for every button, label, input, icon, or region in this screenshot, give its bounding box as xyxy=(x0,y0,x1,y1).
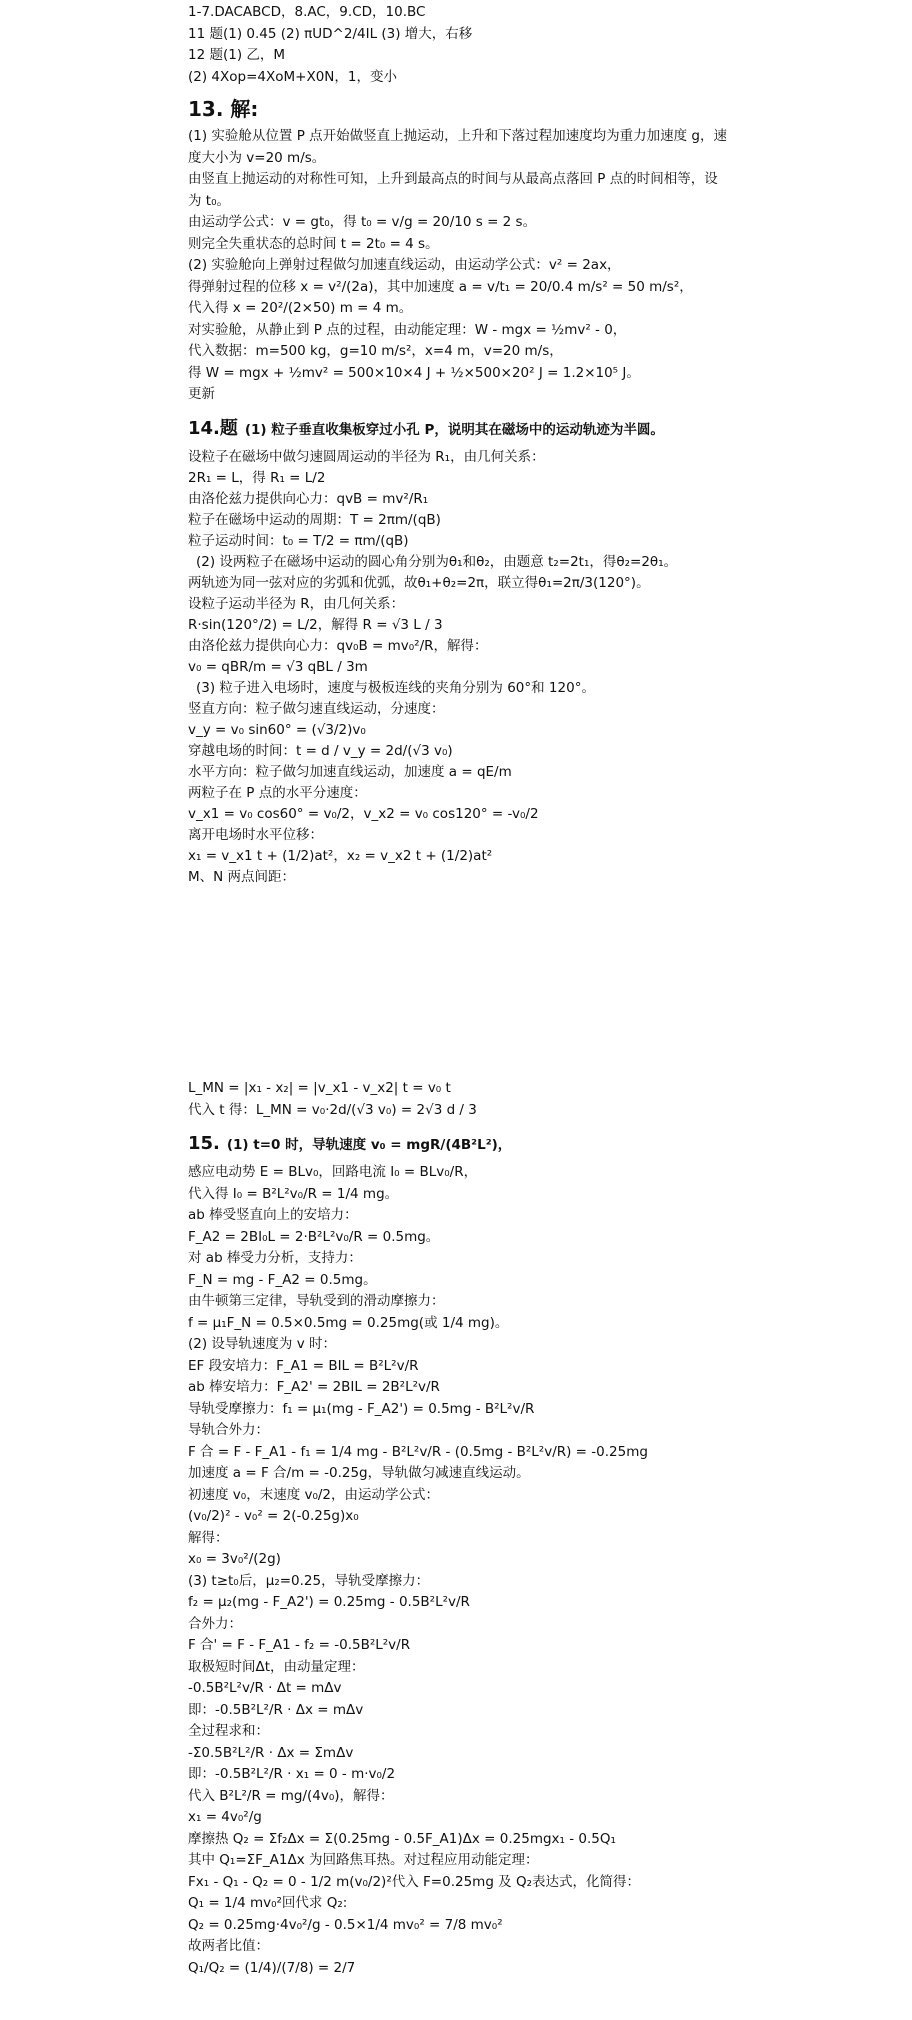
solution-line: 故两者比值： xyxy=(188,1938,269,1954)
solution-line: 对 ab 棒受力分析，支持力： xyxy=(188,1250,362,1266)
objective-answers xyxy=(188,2,762,88)
solution-line: v₀ = qBR/m = √3 qBL / 3m xyxy=(188,658,368,675)
solution-line: v_x1 = v₀ cos60° = v₀/2，v_x2 = v₀ cos120° = -v₀/2 xyxy=(188,805,539,822)
solution-line: 加速度 a = F 合/m = -0.25g，导轨做匀减速直线运动。 xyxy=(188,1465,530,1481)
q15-number: 15. xyxy=(188,1133,220,1154)
solution-line: 代入 t 得：L_MN = v₀·2d/(√3 v₀) = 2√3 d / 3 xyxy=(188,1101,477,1118)
solution-line: 2R₁ = L，得 R₁ = L/2 xyxy=(188,469,326,486)
solution-line: 由牛顿第三定律，导轨受到的滑动摩擦力： xyxy=(188,1293,445,1309)
solution-line: 由竖直上抛运动的对称性可知，上升到最高点的时间与从最高点落回 P 点的时间相等，设 xyxy=(188,171,718,187)
solution-line: ab 棒受竖直向上的安培力： xyxy=(188,1207,358,1223)
solution-line: ab 棒安培力：F_A2' = 2BIL = 2B²L²v/R xyxy=(188,1379,440,1395)
solution-line: 更新 xyxy=(188,386,215,402)
solution-line: 竖直方向：粒子做匀速直线运动，分速度： xyxy=(188,700,445,717)
solution-line: x₀ = 3v₀²/(2g) xyxy=(188,1551,281,1567)
solution-line: 取极短时间Δt，由动量定理： xyxy=(188,1658,365,1675)
solution-line: (2) 实验舱向上弹射过程做匀加速直线运动，由运动学公式：v² = 2ax， xyxy=(188,257,621,273)
q13-heading: 13. 解: xyxy=(188,97,259,121)
answer-line: 1-7.DACABCD，8.AC，9.CD，10.BC xyxy=(188,4,426,20)
solution-line: Fx₁ - Q₁ - Q₂ = 0 - 1/2 m(v₀/2)²代入 F=0.25mg 及 Q₂表达式，化简得： xyxy=(188,1873,641,1890)
solution-line: 得 W = mgx + ½mv² = 500×10×4 J + ½×500×20² J = 1.2×10⁵ J。 xyxy=(188,364,640,381)
solution-line: 初速度 v₀，末速度 v₀/2，由运动学公式： xyxy=(188,1486,440,1503)
solution-line: 导轨受摩擦力：f₁ = μ₁(mg - F_A2') = 0.5mg - B²L²v/R xyxy=(188,1400,535,1417)
page-gap xyxy=(0,975,912,1070)
solution-line: 为 t₀。 xyxy=(188,192,230,209)
solution-line: 两轨迹为同一弦对应的劣弧和优弧，故θ₁+θ₂=2π，联立得θ₁=2π/3(120°)。 xyxy=(188,574,650,591)
solution-line: 代入 B²L²/R = mg/(4v₀)，解得： xyxy=(188,1787,394,1804)
solution-line: 代入得 x = 20²/(2×50) m = 4 m。 xyxy=(188,300,413,316)
solution-line: (2) 设两粒子在磁场中运动的圆心角分别为θ₁和θ₂，由题意 t₂=2t₁，得θ₂=2θ₁。 xyxy=(196,553,678,570)
answer-line: 12 题(1) 乙，M xyxy=(188,47,286,63)
q15-solution xyxy=(188,1162,762,1979)
q14-heading-text: (1) 粒子垂直收集板穿过小孔 P，说明其在磁场中的运动轨迹为半圆。 xyxy=(244,421,664,438)
answer-page-2 xyxy=(0,1070,912,2020)
solution-line: R·sin(120°/2) = L/2，解得 R = √3 L / 3 xyxy=(188,616,443,633)
solution-line: F 合 = F - F_A1 - f₁ = 1/4 mg - B²L²v/R - (0.5mg - B²L²v/R) = -0.25mg xyxy=(188,1443,648,1460)
solution-line: 摩擦热 Q₂ = Σf₂Δx = Σ(0.25mg - 0.5F_A1)Δx = 0.25mgx₁ - 0.5Q₁ xyxy=(188,1830,616,1847)
solution-line: 由运动学公式：v = gt₀，得 t₀ = v/g = 20/10 s = 2 s。 xyxy=(188,214,537,230)
solution-line: 即：-0.5B²L²/R · x₁ = 0 - m·v₀/2 xyxy=(188,1766,396,1782)
solution-line: -Σ0.5B²L²/R · Δx = ΣmΔv xyxy=(188,1744,354,1761)
q14-continuation xyxy=(188,1078,762,1121)
q15-heading xyxy=(188,1125,762,1162)
solution-line: 两粒子在 P 点的水平分速度： xyxy=(188,784,367,801)
q14-heading xyxy=(188,410,762,447)
solution-line: v_y = v₀ sin60° = (√3/2)v₀ xyxy=(188,721,366,738)
solution-line: 设粒子在磁场中做匀速圆周运动的半径为 R₁，由几何关系： xyxy=(188,448,545,465)
solution-line: 解得： xyxy=(188,1529,229,1546)
solution-line: 离开电场时水平位移： xyxy=(188,826,323,843)
solution-line: 对实验舱，从静止到 P 点的过程，由动能定理：W - mgx = ½mv² - 0， xyxy=(188,321,627,338)
q14-number: 14.题 xyxy=(188,417,238,439)
solution-line: -0.5B²L²v/R · Δt = mΔv xyxy=(188,1680,342,1696)
solution-line: 度大小为 v=20 m/s。 xyxy=(188,149,326,166)
answer-line: (2) 4Xop=4XoM+X0N，1，变小 xyxy=(188,68,397,85)
solution-line: Q₁ = 1/4 mv₀²回代求 Q₂: xyxy=(188,1895,348,1911)
solution-line: 设粒子运动半径为 R，由几何关系： xyxy=(188,595,405,612)
q13-solution xyxy=(188,126,762,406)
solution-line: (3) t≥t₀后，μ₂=0.25，导轨受摩擦力： xyxy=(188,1572,430,1589)
solution-line: 导轨合外力： xyxy=(188,1422,269,1438)
solution-line: Q₂ = 0.25mg·4v₀²/g - 0.5×1/4 mv₀² = 7/8 mv₀² xyxy=(188,1916,503,1933)
solution-line: F_N = mg - F_A2 = 0.5mg。 xyxy=(188,1271,377,1288)
page-1-content xyxy=(188,2,762,888)
solution-line: 其中 Q₁=ΣF_A1Δx 为回路焦耳热。对过程应用动能定理： xyxy=(188,1852,539,1868)
solution-line: EF 段安培力：F_A1 = BIL = B²L²v/R xyxy=(188,1357,419,1374)
solution-line: 则完全失重状态的总时间 t = 2t₀ = 4 s。 xyxy=(188,235,439,252)
solution-line: F 合' = F - F_A1 - f₂ = -0.5B²L²v/R xyxy=(188,1637,411,1653)
solution-line: Q₁/Q₂ = (1/4)/(7/8) = 2/7 xyxy=(188,1959,356,1976)
solution-line: 即：-0.5B²L²/R · Δx = mΔv xyxy=(188,1701,364,1718)
solution-line: (1) 实验舱从位置 P 点开始做竖直上抛运动，上升和下落过程加速度均为重力加速度 g，速 xyxy=(188,128,727,144)
solution-line: 合外力： xyxy=(188,1615,242,1632)
answer-page-1 xyxy=(0,0,912,975)
solution-line: f = μ₁F_N = 0.5×0.5mg = 0.25mg(或 1/4 mg)。 xyxy=(188,1314,509,1331)
solution-line: 水平方向：粒子做匀加速直线运动，加速度 a = qE/m xyxy=(188,763,512,780)
solution-line: x₁ = 4v₀²/g xyxy=(188,1809,262,1825)
solution-line: 感应电动势 E = BLv₀，回路电流 I₀ = BLv₀/R， xyxy=(188,1164,478,1180)
q15-heading-text: (1) t=0 时，导轨速度 v₀ = mgR/(4B²L²)， xyxy=(226,1137,512,1153)
solution-line: F_A2 = 2BI₀L = 2·B²L²v₀/R = 0.5mg。 xyxy=(188,1228,440,1245)
page-2-content xyxy=(188,1078,762,1979)
solution-line: 得弹射过程的位移 x = v²/(2a)，其中加速度 a = v/t₁ = 20/0.4 m/s² = 50 m/s²， xyxy=(188,278,693,295)
solution-line: L_MN = |x₁ - x₂| = |v_x1 - v_x2| t = v₀ t xyxy=(188,1080,451,1096)
solution-line: 全过程求和： xyxy=(188,1723,269,1739)
solution-line: (3) 粒子进入电场时，速度与极板连线的夹角分别为 60°和 120°。 xyxy=(196,679,595,696)
solution-line: 代入数据：m=500 kg，g=10 m/s²，x=4 m，v=20 m/s， xyxy=(188,343,563,359)
solution-line: (2) 设导轨速度为 v 时： xyxy=(188,1336,336,1352)
solution-line: 粒子运动时间：t₀ = T/2 = πm/(qB) xyxy=(188,532,409,549)
q14-solution xyxy=(188,447,762,888)
solution-line: 粒子在磁场中运动的周期：T = 2πm/(qB) xyxy=(188,511,441,528)
solution-line: f₂ = μ₂(mg - F_A2') = 0.25mg - 0.5B²L²v/R xyxy=(188,1594,470,1610)
solution-line: 由洛伦兹力提供向心力：qv₀B = mv₀²/R，解得： xyxy=(188,637,488,654)
solution-line: 由洛伦兹力提供向心力：qvB = mv²/R₁ xyxy=(188,490,429,507)
solution-line: M、N 两点间距： xyxy=(188,868,296,885)
solution-line: 穿越电场的时间：t = d / v_y = 2d/(√3 v₀) xyxy=(188,742,453,759)
solution-line: x₁ = v_x1 t + (1/2)at²，x₂ = v_x2 t + (1/2)at² xyxy=(188,847,493,864)
solution-line: (v₀/2)² - v₀² = 2(-0.25g)x₀ xyxy=(188,1508,359,1524)
answer-line: 11 题(1) 0.45 (2) πUD^2/4IL (3) 增大，右移 xyxy=(188,25,473,42)
solution-line: 代入得 I₀ = B²L²v₀/R = 1/4 mg。 xyxy=(188,1185,399,1202)
